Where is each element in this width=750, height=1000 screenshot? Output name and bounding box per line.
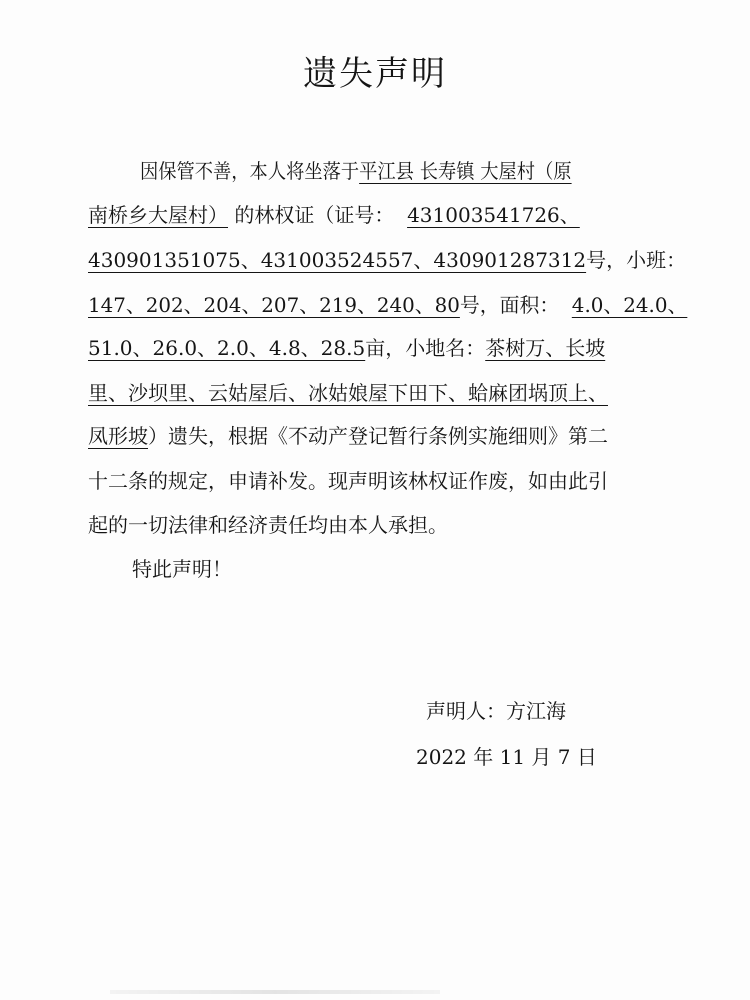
- underlined-field: 里、沙坝里、云姑屋后、冰姑娘屋下田下、蛤麻团埚顶上、: [88, 381, 608, 405]
- statement-line: [140, 154, 688, 188]
- page-title: 遗失声明: [303, 54, 447, 94]
- statement-line: [88, 508, 688, 542]
- underlined-field: 147、202、204、207、219、240、80: [88, 293, 460, 317]
- statement-text: 号，小班：: [586, 248, 687, 272]
- statement-text: 号，面积：: [459, 293, 572, 317]
- statement-line: [88, 243, 688, 277]
- statement-text: 的林权证（证号：: [228, 203, 408, 227]
- underlined-field: 431003541726、: [407, 203, 580, 227]
- underlined-field: 凤形坡: [88, 424, 148, 448]
- statement-text: 亩，小地名：: [365, 336, 486, 360]
- statement-text: 因保管不善，本人将坐落于: [140, 159, 360, 183]
- statement-line: [88, 376, 688, 410]
- statement-line: [88, 198, 688, 232]
- underlined-field: 平江县 长寿镇 大屋村（原: [359, 159, 572, 183]
- underlined-field: 51.0、26.0、2.0、4.8、28.5: [88, 336, 366, 360]
- statement-text: 起的一切法律和经济责任均由本人承担。: [88, 513, 448, 537]
- date-line: 2022 年 11 月 7 日: [416, 745, 597, 769]
- underlined-field: 4.0、24.0、: [571, 293, 688, 317]
- signer-line: 声明人：方江海: [426, 699, 566, 723]
- statement-text: ）遗失，根据《不动产登记暂行条例实施细则》第二: [148, 424, 608, 448]
- statement-line: [88, 331, 688, 365]
- statement-line: [88, 464, 688, 498]
- statement-line: [88, 419, 688, 453]
- statement-line: [88, 288, 688, 322]
- underlined-field: 茶树万、长坡: [485, 336, 606, 360]
- scan-artifact: [110, 990, 440, 994]
- underlined-field: 南桥乡大屋村）: [88, 203, 228, 227]
- underlined-field: 430901351075、431003524557、430901287312: [88, 248, 587, 272]
- statement-text: 十二条的规定，申请补发。现声明该林权证作废，如由此引: [88, 469, 608, 493]
- closing-remark: 特此声明！: [132, 557, 232, 581]
